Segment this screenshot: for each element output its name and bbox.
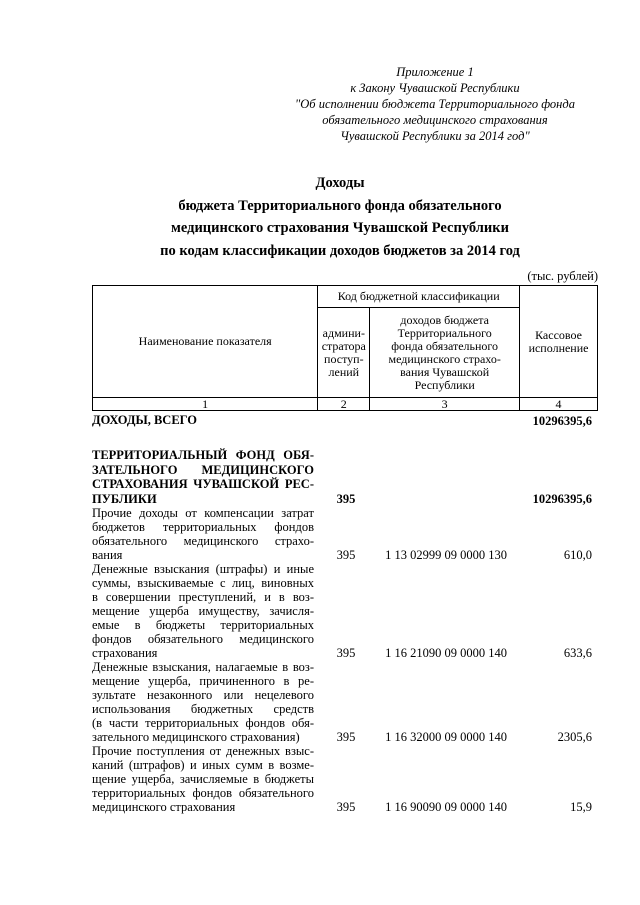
column-number-1: 1 (93, 398, 318, 411)
row-revenue-code: 1 16 21090 09 0000 140 (385, 646, 507, 660)
table-row (92, 562, 598, 660)
row-amount: 2305,6 (557, 730, 592, 744)
row-name-line: Прочие поступления от денежных взыс- (92, 744, 314, 758)
appendix-header (270, 64, 600, 144)
row-name-line: емые в бюджеты территориальных (92, 618, 314, 632)
row-name-line: бюджетов территориальных фондов (92, 520, 314, 534)
row-name-line: ЗАТЕЛЬНОГО МЕДИЦИНСКОГО (92, 462, 314, 477)
appendix-line-4: обязательного медицинского страхования (322, 113, 548, 127)
row-name-line: ДОХОДЫ, ВСЕГО (92, 413, 198, 427)
header-revenue-code: доходов бюджета Территориального фонда обязательного медицинского страхо- вания Чувашской Республики (370, 308, 520, 398)
row-name-line: страхования (92, 646, 158, 660)
row-name-line: Прочие доходы от компенсации затрат (92, 506, 314, 520)
appendix-line-2: к Закону Чувашской Республики (350, 81, 520, 95)
table-row (92, 744, 598, 814)
appendix-line-3: "Об исполнении бюджета Территориального фонда (295, 97, 575, 111)
table-row (92, 506, 598, 562)
title-line-1: Доходы (315, 175, 365, 191)
row-name-line: вания (92, 548, 123, 562)
row-name-line: использования бюджетных средств (92, 702, 314, 716)
row-name-line: фондов обязательного медицинского (92, 632, 314, 646)
row-name-line: зательного медицинского страхования) (92, 730, 300, 744)
title-line-4: по кодам классификации доходов бюджетов за 2014 год (160, 242, 520, 259)
row-name-line: Денежные взыскания (штрафы) и иные (92, 562, 314, 576)
row-name-line: медицинского страхования (92, 800, 236, 814)
row-amount: 633,6 (563, 646, 592, 660)
table-body (92, 412, 598, 814)
row-name-line: ПУБЛИКИ (92, 491, 157, 506)
row-revenue-code: 1 16 32000 09 0000 140 (385, 730, 507, 744)
title-line-2: бюджета Территориального фонда обязательного (178, 197, 502, 214)
row-amount: 15,9 (570, 800, 592, 814)
row-name-line: зультате незаконного или нецелевого (92, 688, 314, 702)
column-number-2: 2 (318, 398, 370, 411)
row-name-line: суммы, взыскиваемые с лиц, виновных (92, 576, 314, 590)
title-line-3: медицинского страхования Чувашской Республики (171, 220, 509, 236)
row-admin-code: 395 (336, 730, 356, 744)
row-name-line: СТРАХОВАНИЯ ЧУВАШСКОЙ РЕС- (92, 477, 314, 491)
table-row (92, 660, 598, 744)
appendix-line-5: Чувашской Республики за 2014 год" (340, 129, 530, 143)
header-name: Наименование показателя (93, 286, 318, 398)
header-admin: админи- стратора поступ- лений (318, 308, 370, 398)
table-row-total (92, 412, 598, 428)
unit-label: (тыс. рублей) (527, 269, 598, 283)
row-admin-code: 395 (336, 646, 356, 660)
row-name-line: территориальных фондов обязательного (92, 786, 314, 800)
row-admin-code: 395 (336, 492, 356, 506)
appendix-line-1: Приложение 1 (396, 65, 474, 79)
row-revenue-code: 1 13 02999 09 0000 130 (385, 548, 507, 562)
table-header (92, 285, 598, 411)
table-row-fund (92, 448, 598, 506)
header-amount: Кассовое исполнение (520, 286, 598, 398)
row-name-line: ТЕРРИТОРИАЛЬНЫЙ ФОНД ОБЯ- (92, 448, 314, 462)
row-name-line: каний (штрафов) и иных сумм в возме- (92, 758, 314, 772)
row-revenue-code: 1 16 90090 09 0000 140 (385, 800, 507, 814)
column-number-4: 4 (520, 398, 598, 411)
row-admin-code: 395 (336, 800, 356, 814)
row-name-line: (в части территориальных фондов обя- (92, 716, 314, 730)
header-code-group: Код бюджетной классификации (318, 286, 520, 308)
row-name-line: мещение ущерба, причиненного в ре- (92, 674, 314, 688)
row-amount: 610,0 (563, 548, 592, 562)
row-amount: 10296395,6 (532, 414, 592, 428)
row-admin-code: 395 (336, 548, 356, 562)
document-title (60, 172, 620, 262)
row-name-line: обязательного медицинского страхо- (92, 534, 314, 548)
row-amount: 10296395,6 (532, 492, 592, 506)
row-name-line: мещение ущерба имуществу, зачисля- (92, 604, 314, 618)
row-name-line: щение ущерба, зачисляемые в бюджеты (92, 772, 314, 786)
column-number-3: 3 (370, 398, 520, 411)
row-name-line: в совершении преступлений, и в воз- (92, 590, 314, 604)
row-name-line: Денежные взыскания, налагаемые в воз- (92, 660, 314, 674)
